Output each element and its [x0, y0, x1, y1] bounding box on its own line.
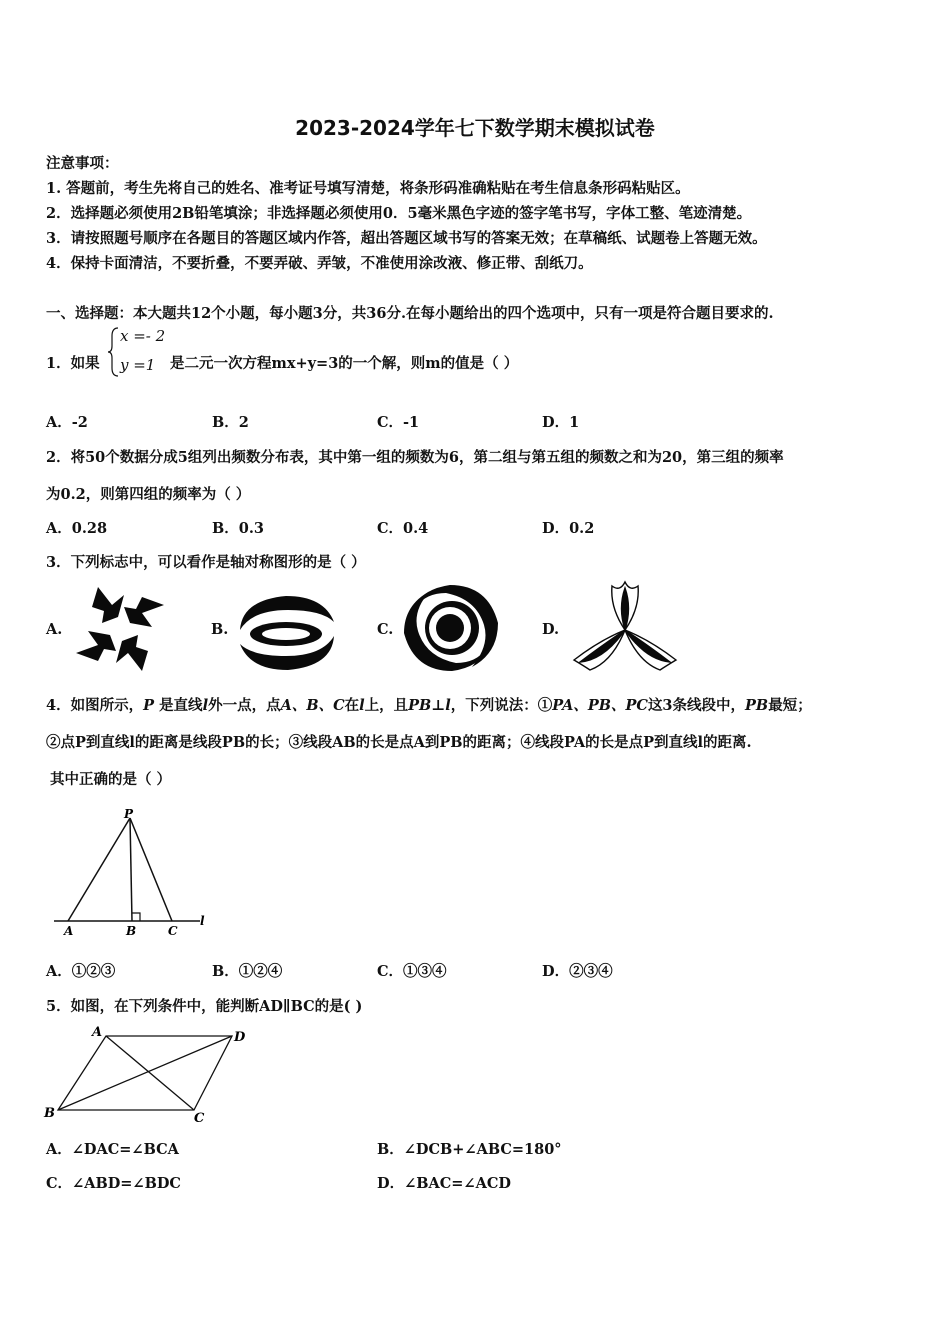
q2-line-1: 2．将50个数据分成5组列出频数分布表，其中第一组的频数为6，第二组与第五组的频数之和为20，第三组的频率	[46, 449, 784, 466]
q4-figure	[50, 808, 220, 938]
q4-option-b: B．①②④	[212, 963, 283, 980]
section-heading: 一、选择题：本大题共12个小题，每小题3分，共36分.在每小题给出的四个选项中，只有一项是符合题目要求的.	[46, 305, 774, 322]
fig-label-c: C	[168, 924, 178, 938]
notice-item: 3．请按照题号顺序在各题目的答题区域内作答，超出答题区域书写的答案无效；在草稿纸、试题卷上答题无效。	[46, 230, 767, 247]
q4-text: 是直线	[159, 697, 203, 714]
q1-prefix: 1．如果	[46, 355, 100, 372]
q4-segments: PA、PB、PC	[552, 697, 648, 714]
q5-option-d: D．∠BAC=∠ACD	[377, 1175, 511, 1192]
notice-item: 4．保持卡面清洁，不要折叠，不要弄破、弄皱，不准使用涂改液、修正带、刮纸刀。	[46, 255, 593, 272]
q1-option-a: A．-2	[46, 414, 88, 431]
q4-points-abc: A、B、C	[280, 697, 345, 714]
q3-label-b: B.	[211, 621, 229, 638]
q3-label-c: C.	[377, 621, 394, 638]
q4-option-d: D．②③④	[542, 963, 613, 980]
q4-text: 外一点，点	[208, 697, 281, 714]
q1-stem: 是二元一次方程mx+y=3的一个解，则m的值是（ ）	[170, 355, 519, 372]
q1-option-d: D．1	[542, 414, 580, 431]
notice-heading: 注意事项：	[46, 155, 119, 172]
q4-text: ，下列说法：①	[450, 697, 553, 714]
logo-d-image	[570, 578, 680, 674]
q4-point-p: P	[143, 697, 154, 714]
q1-equation-x: x =- 2	[120, 327, 166, 345]
q5-figure	[40, 1022, 260, 1130]
q5-option-c: C．∠ABD=∠BDC	[46, 1175, 181, 1192]
q4-line-3: 其中正确的是（ ）	[50, 771, 172, 788]
q4-line-2: ②点P到直线l的距离是线段PB的长；③线段AB的长是点A到PB的距离；④线段PA的长是点P到直线l的距离.	[46, 734, 752, 751]
q2-option-d: D．0.2	[542, 520, 595, 537]
notice-item: 1. 答题前，考生先将自己的姓名、准考证号填写清楚，将条形码准确粘贴在考生信息条形码粘贴区。	[46, 180, 690, 197]
system-brace	[108, 326, 120, 378]
logo-c-image	[402, 583, 500, 673]
fig-label-l: l	[200, 914, 205, 928]
q4-line-l: l	[359, 697, 365, 714]
q2-option-b: B．0.3	[212, 520, 264, 537]
q4-line-l: l	[202, 697, 209, 714]
logo-a-image	[72, 583, 168, 675]
q3-stem: 3．下列标志中，可以看作是轴对称图形的是（ ）	[46, 554, 366, 571]
fig-label-b: B	[44, 1106, 55, 1121]
q4-text: 上，且	[364, 697, 409, 714]
q1-option-c: C．-1	[377, 414, 420, 431]
q2-option-c: C．0.4	[377, 520, 429, 537]
page-title: 2023-2024学年七下数学期末模拟试卷	[295, 116, 655, 140]
q4-text: 在	[344, 697, 360, 714]
fig-label-c: C	[194, 1111, 205, 1126]
q1-option-b: B．2	[212, 414, 249, 431]
q2-option-a: A．0.28	[46, 520, 108, 537]
q4-option-c: C．①③④	[377, 963, 447, 980]
fig-label-b: B	[126, 924, 137, 938]
q4-perp: PB⊥l	[408, 697, 451, 714]
q5-option-b: B．∠DCB+∠ABC=180°	[377, 1141, 562, 1158]
q4-segment-pb: PB	[745, 697, 769, 714]
fig-label-a: A	[92, 1025, 103, 1040]
q3-label-d: D.	[542, 621, 560, 638]
fig-label-d: D	[234, 1030, 246, 1045]
q3-label-a: A.	[46, 621, 63, 638]
q4-text: 4．如图所示，	[46, 697, 144, 714]
q4-line-1	[46, 694, 812, 715]
q4-text: 最短；	[768, 697, 812, 714]
fig-label-p: P	[124, 807, 134, 821]
q5-stem: 5．如图，在下列条件中，能判断AD∥BC的是( )	[46, 998, 363, 1015]
q4-text: 这3条线段中，	[647, 697, 746, 714]
fig-label-a: A	[64, 924, 74, 938]
q4-option-a: A．①②③	[46, 963, 116, 980]
q2-line-2: 为0.2，则第四组的频率为（ ）	[46, 486, 251, 503]
q5-option-a: A．∠DAC=∠BCA	[46, 1141, 179, 1158]
q1-equation-y: y =1	[120, 356, 156, 374]
logo-b-image	[236, 592, 338, 674]
notice-item: 2．选择题必须使用2B铅笔填涂；非选择题必须使用0．5毫米黑色字迹的签字笔书写，字体工整、笔迹清楚。	[46, 205, 752, 222]
